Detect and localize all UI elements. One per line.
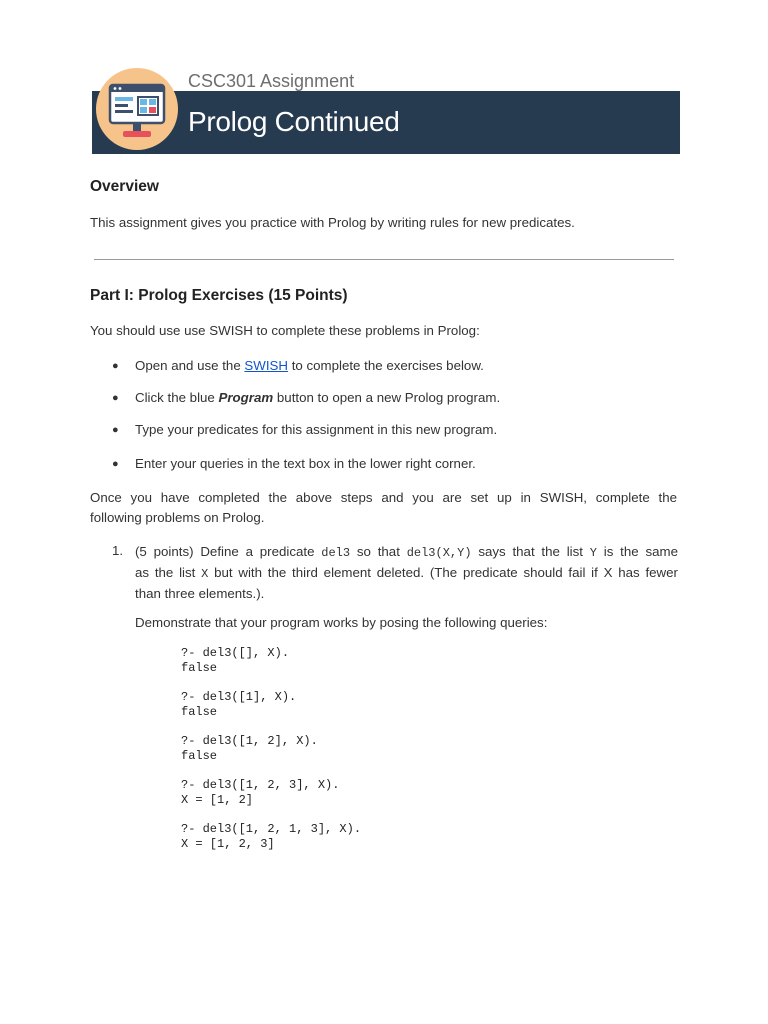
problem-description: (5 points) Define a predicate del3 so that del3(X,Y) says that the list Y is the same as the list X but with the third element deleted. (The predicate should fail if X has fewer than three elements.).	[135, 544, 678, 601]
demo-instruction: Demonstrate that your program works by posing the following queries:	[135, 615, 548, 630]
assignment-title: Prolog Continued	[188, 106, 400, 137]
bullet-icon: ●	[112, 392, 119, 404]
query-block: ?- del3([1, 2], X). false	[181, 734, 318, 763]
swish-link[interactable]: SWISH	[244, 358, 289, 373]
program-emphasis: Program	[218, 390, 274, 405]
query-block: ?- del3([1, 2, 3], X). X = [1, 2]	[181, 778, 340, 807]
list-item: ● Enter your queries in the text box in the lower right corner.	[112, 454, 476, 474]
overview-text: This assignment gives you practice with Prolog by writing rules for new predicates.	[90, 215, 575, 230]
bullet-icon: ●	[112, 360, 119, 372]
bullet-icon: ●	[112, 458, 119, 470]
problem-number: 1.	[112, 543, 124, 558]
part1-heading: Part I: Prolog Exercises (15 Points)	[90, 287, 348, 304]
overview-heading: Overview	[90, 178, 159, 195]
list-item: ● Click the blue Program button to open a new Prolog program.	[112, 388, 500, 408]
query-block: ?- del3([1, 2, 1, 3], X). X = [1, 2, 3]	[181, 822, 362, 851]
after-steps-paragraph: Once you have completed the above steps and you are set up in SWISH, complete the following problems on Prolog.	[90, 490, 677, 525]
part1-intro: You should use use SWISH to complete these problems in Prolog:	[90, 323, 480, 338]
query-block: ?- del3([], X). false	[181, 646, 290, 675]
list-item: ● Open and use the SWISH to complete the exercises below.	[112, 356, 484, 376]
horizontal-divider	[94, 259, 674, 260]
monitor-logo-icon	[96, 68, 178, 150]
list-item: ● Type your predicates for this assignment in this new program.	[112, 420, 497, 440]
bullet-icon: ●	[112, 424, 119, 436]
query-block: ?- del3([1], X). false	[181, 690, 297, 719]
course-name: CSC301 Assignment	[188, 71, 355, 91]
